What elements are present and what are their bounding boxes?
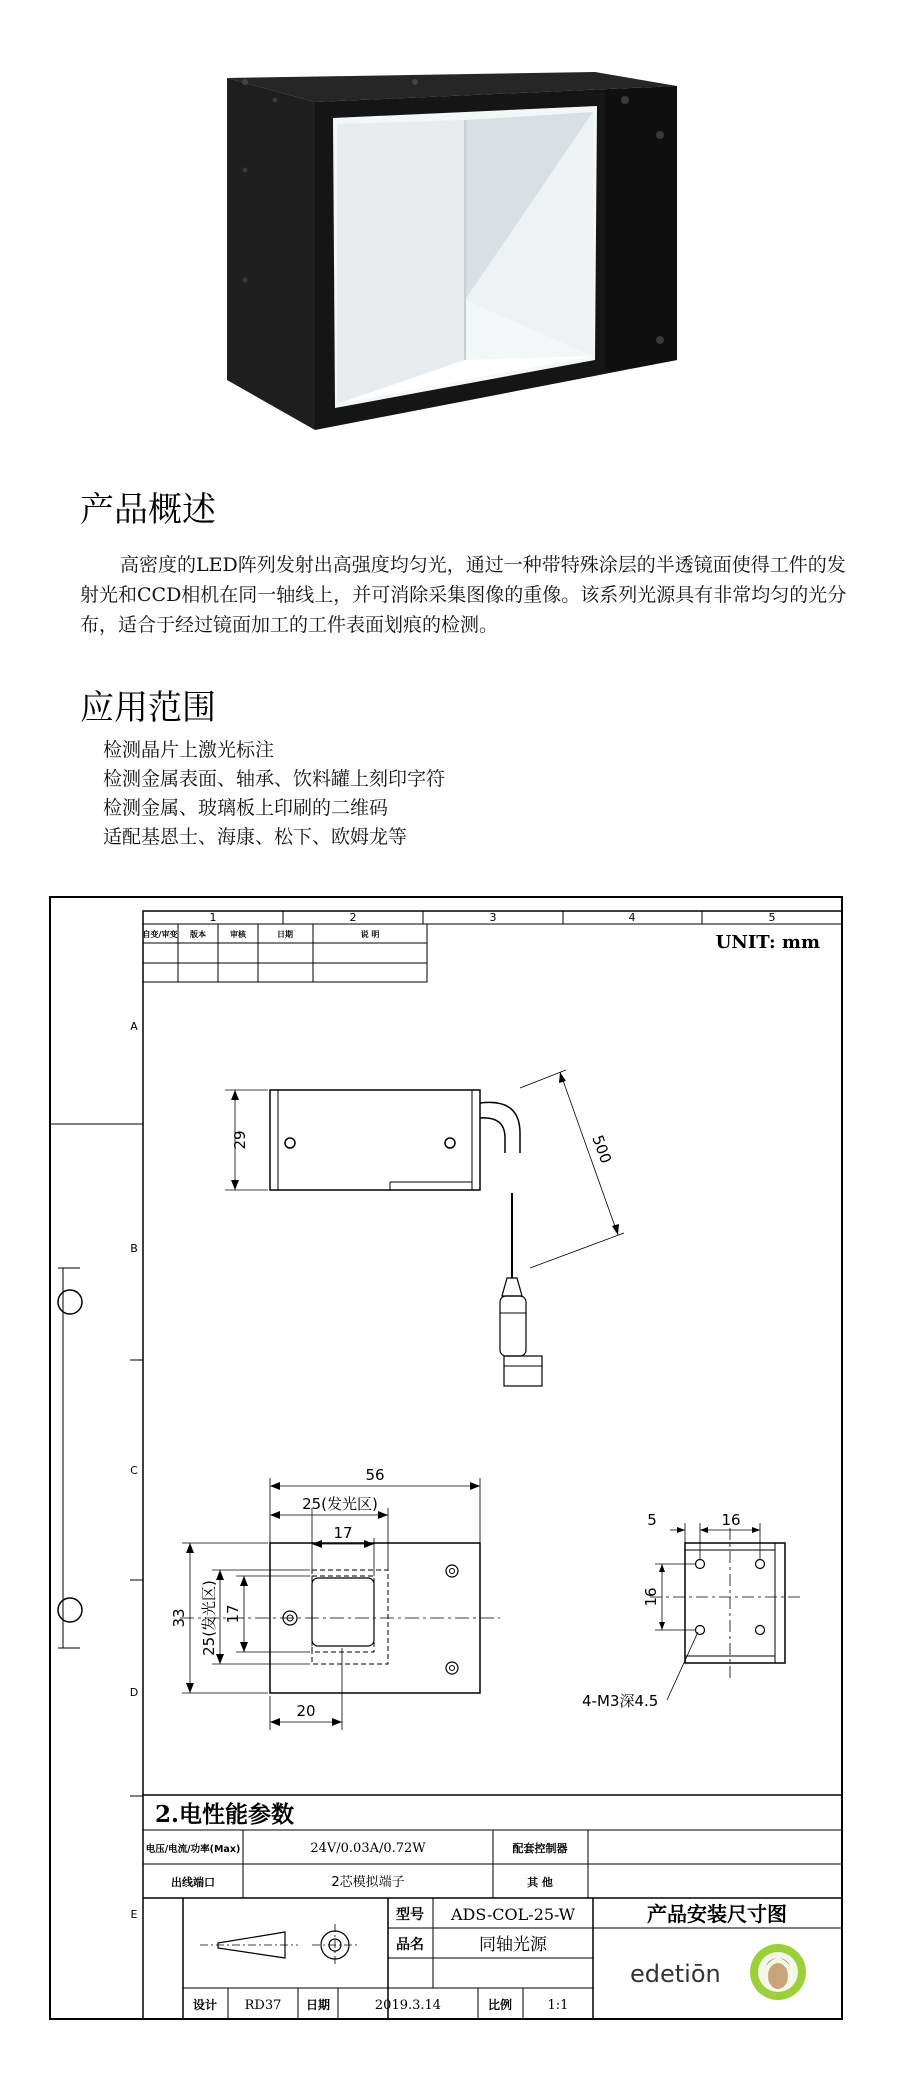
row-label: A bbox=[130, 1020, 138, 1033]
revision-header: 版本 bbox=[190, 930, 206, 939]
applications-title: 应用范围 bbox=[80, 688, 216, 728]
revision-header: 审核 bbox=[230, 930, 246, 939]
dim-thread: 4-M3深4.5 bbox=[582, 1692, 659, 1710]
col-label: 1 bbox=[209, 911, 217, 924]
engineering-drawing bbox=[0, 888, 912, 2096]
col-label: 5 bbox=[768, 911, 776, 924]
design-label: 设计 bbox=[192, 1998, 218, 2012]
electrical-row2-value: 2芯模拟端子 bbox=[331, 1875, 405, 1890]
electrical-row1-label2: 配套控制器 bbox=[512, 1842, 568, 1855]
electrical-row1-value: 24V/0.03A/0.72W bbox=[310, 1841, 426, 1856]
dim-inner-h: 17 bbox=[224, 1604, 242, 1624]
date-label: 日期 bbox=[305, 1998, 331, 2012]
col-label: 2 bbox=[349, 911, 357, 924]
col-label: 4 bbox=[628, 911, 636, 924]
electrical-row2-label2: 其 他 bbox=[527, 1876, 553, 1889]
dim-side-16-left: 16 bbox=[642, 1587, 660, 1607]
unit-label: UNIT: mm bbox=[715, 932, 820, 953]
overview-paragraph bbox=[80, 550, 860, 640]
design-value: RD37 bbox=[244, 1998, 282, 2013]
scale-label: 比例 bbox=[487, 1998, 513, 2012]
revision-header: 自变/审变 bbox=[142, 930, 178, 939]
row-label: C bbox=[130, 1464, 138, 1477]
dim-height-side: 29 bbox=[231, 1130, 249, 1150]
name-value: 同轴光源 bbox=[479, 1935, 547, 1955]
product-photo bbox=[215, 60, 685, 440]
electrical-row1-label: 电压/电流/功率(Max) bbox=[145, 1844, 241, 1855]
overview-title: 产品概述 bbox=[80, 490, 216, 530]
list-item: 检测金属表面、轴承、饮料罐上刻印字符 bbox=[103, 768, 446, 790]
list-item: 适配基恩士、海康、松下、欧姆龙等 bbox=[103, 826, 408, 848]
dim-side-16-top: 16 bbox=[721, 1511, 741, 1529]
col-label: 3 bbox=[489, 911, 497, 924]
dim-inner-w: 17 bbox=[333, 1524, 353, 1542]
row-label: B bbox=[130, 1242, 138, 1255]
dim-emit-area-h: 25(发光区) bbox=[200, 1580, 218, 1656]
brand-emblem-icon bbox=[750, 1944, 806, 2000]
electrical-row2-label: 出线端口 bbox=[171, 1876, 215, 1889]
dim-side-5: 5 bbox=[647, 1511, 657, 1529]
model-value: ADS-COL-25-W bbox=[450, 1905, 576, 1924]
drawing-title: 产品安装尺寸图 bbox=[647, 1902, 787, 1926]
scale-value: 1:1 bbox=[547, 1998, 569, 2013]
name-label: 品名 bbox=[396, 1937, 424, 1953]
revision-header: 说 明 bbox=[360, 930, 380, 939]
list-item: 检测晶片上激光标注 bbox=[103, 739, 275, 761]
model-label: 型号 bbox=[396, 1907, 424, 1923]
dim-height-front: 33 bbox=[170, 1608, 188, 1628]
dim-offset-bottom: 20 bbox=[296, 1702, 316, 1720]
dim-emit-area-w: 25(发光区) bbox=[302, 1495, 378, 1513]
electrical-title: 2.电性能参数 bbox=[155, 1801, 295, 1828]
overview-paragraph-text: 高密度的LED阵列发射出高强度均匀光，通过一种带特殊涂层的半透镜面使得工件的发射光和CCD相机在同一轴线上，并可消除采集图像的重像。该系列光源具有非常均匀的光分布，适合于经过镜面加工的工件表面划痕的检测。 bbox=[80, 554, 847, 636]
dim-width-total: 56 bbox=[365, 1466, 385, 1484]
brand-logo-text: edetiōn bbox=[630, 1960, 721, 1988]
list-item: 检测金属、玻璃板上印刷的二维码 bbox=[103, 797, 389, 819]
row-label: E bbox=[130, 1908, 138, 1921]
revision-header: 日期 bbox=[277, 930, 293, 939]
row-label: D bbox=[129, 1686, 139, 1699]
date-value: 2019.3.14 bbox=[374, 1998, 442, 2013]
applications-list bbox=[103, 736, 445, 852]
dim-cable-length: 500 bbox=[588, 1132, 616, 1166]
